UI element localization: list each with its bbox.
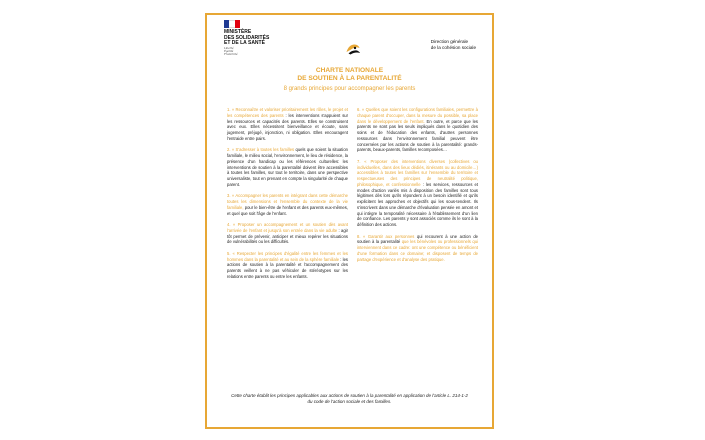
principle-6-heading: 6. « Quelles que soient les configurations familiales, permettre à chaque parent d'occuper, dans la mesure du possible, sa place dans le développement de l'enfant. [357,107,478,124]
principle-3 [227,193,348,216]
principle-8-body: qui recourent à une action de soutien à la parentalité [357,233,478,245]
principle-3-heading: 3. « Accompagner les parents en intégrant dans cette démarche toutes les dimensions et l'ensemble du contexte de la vie familiale, [227,193,348,210]
french-flag-icon [224,20,240,28]
principle-3-body: pour le bien-être de l'enfant et des parents eux-mêmes, et quel que soit l'âge de l'enfant. [227,204,348,216]
principle-8 [357,234,478,263]
principle-2-heading: 2. « S'adresser à toutes les familles [227,147,295,153]
principle-4-heading: 4. « Proposer un accompagnement et un soutien dès avant l'arrivée de l'enfant et jusqu'à son entrée dans la vie adulte [227,222,348,233]
principle-6-body: En outre, et parce que les parents ne sont pas les seuls impliqués dans le quotidien des soins et de l'éducation des enfants, d'autres personnes ressources dans l'environnement familial peuvent être concernées par les actions de soutien à la parentalité: grands-parents, beaux-parents, familles recomposées… [357,118,479,153]
principle-1-heading: 1. « Reconnaître et valoriser prioritairement les rôles, le projet et les compétences des parents [227,107,348,118]
principle-5-body: : les actions de soutien à la parentalité et l'accompagnement des parents veillent à ne pas véhiculer de stéréotypes sur les relations entre parents ou entre les enfants. [227,256,348,279]
principle-8-heading-continued: que les bénévoles ou professionnels qui interviennent dans ce cadre: ont une compétence ou bénéficient d'une formation dans ce domaine; et disposent de temps de partage d'expérience et d'analyse des pratique. [357,239,478,262]
ministry-name: MINISTÈRE DES SOLIDARITÉS ET DE LA SANTÉ [224,29,270,47]
title-line-1: CHARTE NATIONALE [315,67,384,74]
principle-7-body: : les services, ressources et modes d'action variés mis à disposition des familles sont tous légitimes dès lors qu'ils répondent à un besoin identifié et qu'ils explicitent les approches et objectifs qui les sous-tendent. Ils s'inscrivent dans une démarche d'évaluation pensée en amont et qui intègre la temporalité nécessaire à l'établissement d'un lien de confiance. Les parents y sont associés comme ils le sont à la définition des actions. [357,181,478,228]
principle-1-body: : les interventions s'appuient sur les ressources et capacités des parents. Elles se construisent avec eux. Elles nécessitent bienveillance et écoute, sans jugement, préjugé, injonction, ni obligation. Elles encouragent l'entraide entre pairs. [227,112,349,141]
subtitle: 8 grands principes pour accompagner les parents [283,86,416,92]
principle-7 [357,159,478,228]
principle-4-body: : agir tôt permet de prévenir, anticiper et mieux repérer les situations de vulnérabilités ou les difficultés. [227,227,348,245]
principle-7-heading: 7. « Proposer des interventions diverses (collectives ou individuelles, dans des lieux dédiés, itinérants ou au domicile…) accessibles à toutes les familles sur l'ensemble du territoire et respectueuses des principes de neutralité politique, philosophique, et confessionnelle [357,158,478,187]
principle-4 [227,222,348,245]
charter-document [205,13,494,429]
direction-name: Direction générale de la cohésion sociale [430,39,476,50]
principle-6 [357,107,478,153]
principle-1 [227,107,348,142]
principle-2 [227,147,348,187]
title-line-2: DE SOUTIEN À LA PARENTALITÉ [297,75,402,82]
parentality-hands-logo-icon [345,42,361,56]
principle-5 [227,251,348,280]
principle-5-heading: 5. « Respecter les principes d'égalité entre les femmes et les hommes dans la parentalité et au sein de la sphère familiale [227,250,348,262]
republic-motto: Liberté Égalité Fraternité [224,47,238,56]
principle-8-heading: 8. « Garantir aux personnes [357,233,415,239]
left-column [227,107,348,285]
principle-2-body: quels que soient la situation familiale, le milieu social, l'environnement, le lieu de résidence, la présence d'un handicap ou les références culturelles: les interventions de soutien à la parentalité doivent être accessibles à toutes les familles, sur tout le territoire, dans une perspective universaliste, tout en prenant en compte la singularité de chaque parent. [227,147,348,187]
right-column [357,107,478,268]
legal-footer: Cette charte établit les principes applicables aux actions de soutien à la parentalité en application de l'article L. 214-1-2 du code de l'action sociale et des familles. [231,393,468,404]
